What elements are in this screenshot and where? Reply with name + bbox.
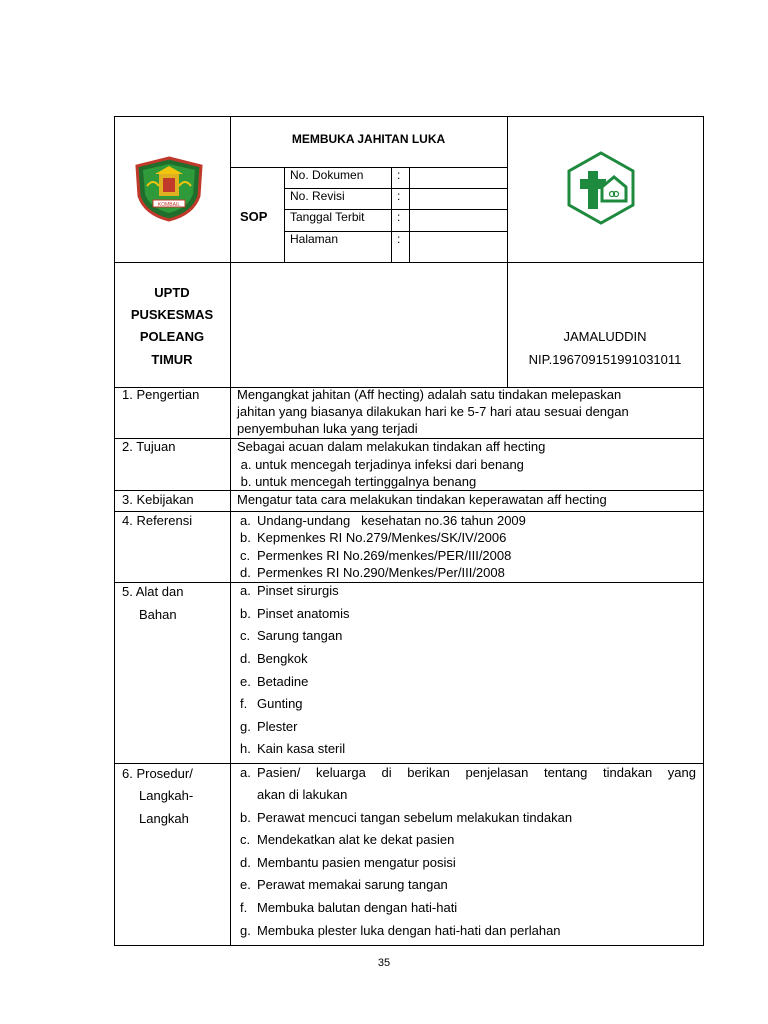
prosedur-item: g. Membuka plester luka dengan hati-hati dan perlahan	[240, 923, 561, 938]
document-title: MEMBUKA JAHITAN LUKA	[291, 132, 446, 146]
kebijakan-text: Mengatur tata cara melakukan tindakan keperawatan aff hecting	[237, 492, 607, 507]
svg-text:KOMBAIL: KOMBAIL	[157, 202, 181, 208]
alat-item: d. Bengkok	[240, 651, 308, 666]
org-line: UPTD	[154, 285, 190, 300]
section-label-prosedur: Langkah	[139, 811, 189, 826]
sop-label: SOP	[240, 209, 268, 224]
referensi-item: d. Permenkes RI No.290/Menkes/Per/III/2008	[240, 565, 505, 580]
prosedur-item: a. Pasien/ keluarga di berikan penjelasan tentang tindakan yang	[240, 765, 696, 780]
puskesmas-logo	[566, 151, 636, 225]
org-line: PUSKESMAS	[130, 307, 214, 322]
signer-name: JAMALUDDIN	[563, 329, 647, 344]
tujuan-line: a. untuk mencegah terjadinya infeksi dari benang	[237, 457, 524, 472]
prosedur-item: b. Perawat mencuci tangan sebelum melakukan tindakan	[240, 810, 573, 825]
section-label-pengertian: 1. Pengertian	[122, 387, 200, 402]
section-label-prosedur: 6. Prosedur/	[122, 766, 193, 781]
section-label-kebijakan: 3. Kebijakan	[122, 492, 194, 507]
referensi-item: b. Kepmenkes RI No.279/Menkes/SK/IV/2006	[240, 530, 507, 545]
pengertian-line: jahitan yang biasanya dilakukan hari ke 5-7 hari atau sesuai dengan	[237, 404, 629, 419]
alat-item: f. Gunting	[240, 696, 303, 711]
prosedur-item: d. Membantu pasien mengatur posisi	[240, 855, 456, 870]
field-tanggal-terbit-label: Tanggal Terbit	[290, 210, 365, 224]
pengertian-line: Mengangkat jahitan (Aff hecting) adalah satu tindakan melepaskan	[237, 387, 622, 402]
alat-item: e. Betadine	[240, 674, 309, 689]
field-no-dokumen-label: No. Dokumen	[290, 168, 364, 182]
prosedur-item: f. Membuka balutan dengan hati-hati	[240, 900, 458, 915]
alat-item: c. Sarung tangan	[240, 628, 343, 643]
referensi-item: c. Permenkes RI No.269/menkes/PER/III/2008	[240, 548, 512, 563]
field-no-revisi-sep: :	[397, 189, 401, 203]
referensi-item: a. Undang-undang kesehatan no.36 tahun 2009	[240, 513, 526, 528]
field-no-dokumen-sep: :	[397, 168, 401, 182]
section-label-prosedur: Langkah-	[139, 788, 194, 803]
field-halaman-sep: :	[397, 232, 401, 246]
alat-item: h. Kain kasa steril	[240, 741, 346, 756]
alat-item: a. Pinset sirurgis	[240, 583, 339, 598]
pengertian-line: penyembuhan luka yang terjadi	[237, 421, 418, 436]
field-halaman-label: Halaman	[290, 232, 339, 246]
field-tanggal-terbit-sep: :	[397, 210, 401, 224]
section-label-alat: Bahan	[139, 607, 177, 622]
org-line: POLEANG	[139, 329, 205, 344]
alat-item: g. Plester	[240, 719, 298, 734]
prosedur-item-continuation: akan di lakukan	[257, 787, 348, 802]
org-line: TIMUR	[151, 352, 193, 367]
page-number: 35	[377, 957, 391, 969]
alat-item: b. Pinset anatomis	[240, 606, 350, 621]
tujuan-line: Sebagai acuan dalam melakukan tindakan aff hecting	[237, 439, 546, 454]
prosedur-item: e. Perawat memakai sarung tangan	[240, 877, 448, 892]
section-label-referensi: 4. Referensi	[122, 513, 193, 528]
regency-emblem-logo	[133, 156, 205, 222]
field-no-revisi-label: No. Revisi	[290, 189, 345, 203]
section-label-tujuan: 2. Tujuan	[122, 439, 176, 454]
prosedur-item: c. Mendekatkan alat ke dekat pasien	[240, 832, 455, 847]
section-label-alat: 5. Alat dan	[122, 584, 184, 599]
tujuan-line: b. untuk mencegah tertinggalnya benang	[237, 474, 477, 489]
signer-nip: NIP.196709151991031011	[528, 352, 682, 367]
